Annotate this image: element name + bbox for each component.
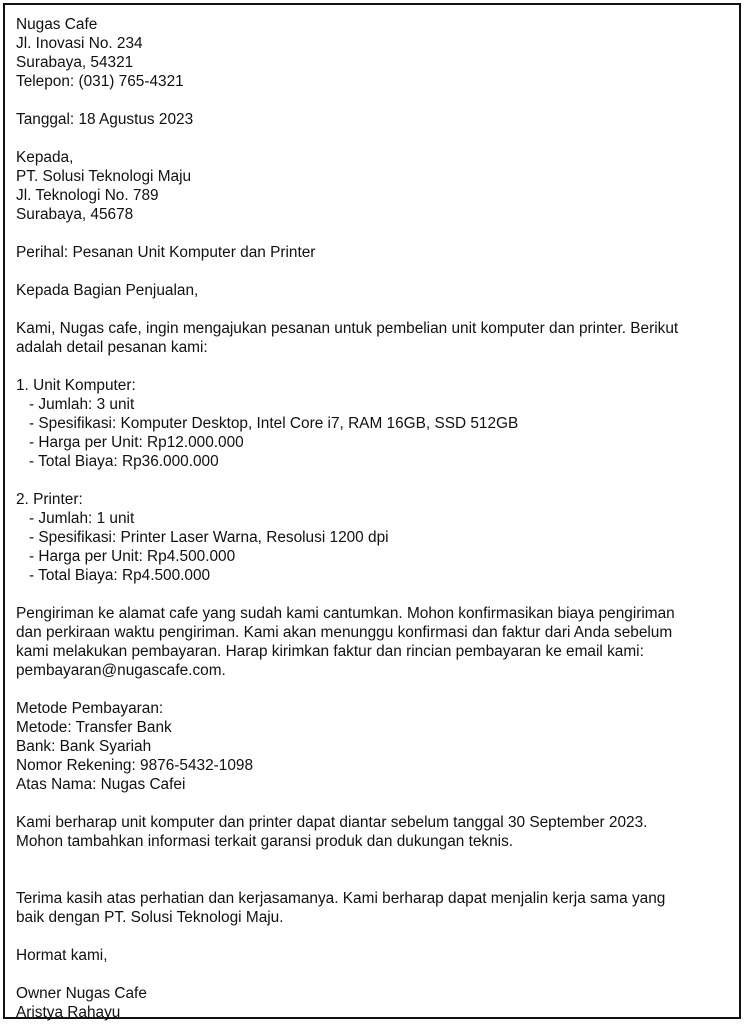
- letter-greeting: Kepada Bagian Penjualan,: [16, 282, 199, 299]
- shipping-paragraph: [16, 604, 729, 680]
- signature-block: [16, 984, 729, 1022]
- order-item-quantity: - Jumlah: 1 unit: [29, 510, 135, 527]
- shipping-email: pembayaran@nugascafe.com.: [16, 662, 226, 679]
- shipping-line: kami melakukan pembayaran. Harap kirimkan faktur dan rincian pembayaran ke email kami:: [16, 643, 644, 660]
- recipient-company: PT. Solusi Teknologi Maju: [16, 168, 192, 185]
- sender-city: Surabaya, 54321: [16, 54, 134, 71]
- intro-line: Kami, Nugas cafe, ingin mengajukan pesanan untuk pembelian unit komputer dan printer. Berikut: [16, 320, 679, 337]
- payment-account-name: Atas Nama: Nugas Cafei: [16, 776, 186, 793]
- recipient-block: [16, 148, 729, 224]
- payment-method: Metode: Transfer Bank: [16, 719, 172, 736]
- order-item: [16, 376, 729, 471]
- letter-subject: Perihal: Pesanan Unit Komputer dan Printer: [16, 244, 316, 261]
- sender-name: Nugas Cafe: [16, 16, 98, 33]
- order-item-total: - Total Biaya: Rp4.500.000: [29, 567, 211, 584]
- sender-block: [16, 15, 729, 91]
- signature-name: Aristya Rahayu: [16, 1004, 121, 1021]
- recipient-salutation: Kepada,: [16, 149, 74, 166]
- order-item-unit-price: - Harga per Unit: Rp4.500.000: [29, 548, 236, 565]
- intro-paragraph: [16, 319, 729, 357]
- order-item-title: 2. Printer:: [16, 491, 83, 508]
- thanks-line: baik dengan PT. Solusi Teknologi Maju.: [16, 909, 284, 926]
- shipping-line: Pengiriman ke alamat cafe yang sudah kami cantumkan. Mohon konfirmasikan biaya pengiriman: [16, 605, 675, 622]
- order-item-total: - Total Biaya: Rp36.000.000: [29, 453, 219, 470]
- letter-page: [3, 3, 741, 1019]
- request-line: Mohon tambahkan informasi terkait garansi produk dan dukungan teknis.: [16, 833, 514, 850]
- request-line: Kami berharap unit komputer dan printer dapat diantar sebelum tanggal 30 September 2023.: [16, 814, 648, 831]
- order-item-title: 1. Unit Komputer:: [16, 377, 136, 394]
- sender-address: Jl. Inovasi No. 234: [16, 35, 143, 52]
- thanks-paragraph: [16, 889, 729, 927]
- payment-account-number: Nomor Rekening: 9876-5432-1098: [16, 757, 253, 774]
- order-item-unit-price: - Harga per Unit: Rp12.000.000: [29, 434, 244, 451]
- thanks-line: Terima kasih atas perhatian dan kerjasamanya. Kami berharap dapat menjalin kerja sama yang: [16, 890, 666, 907]
- payment-bank: Bank: Bank Syariah: [16, 738, 152, 755]
- order-item: [16, 490, 729, 585]
- request-paragraph: [16, 813, 729, 851]
- sender-phone: Telepon: (031) 765-4321: [16, 73, 184, 90]
- order-item-spec: - Spesifikasi: Printer Laser Warna, Resolusi 1200 dpi: [29, 529, 389, 546]
- recipient-city: Surabaya, 45678: [16, 206, 134, 223]
- order-item-quantity: - Jumlah: 3 unit: [29, 396, 135, 413]
- intro-line: adalah detail pesanan kami:: [16, 339, 208, 356]
- payment-block: [16, 699, 729, 794]
- closing: Hormat kami,: [16, 947, 108, 964]
- payment-heading: Metode Pembayaran:: [16, 700, 164, 717]
- recipient-address: Jl. Teknologi No. 789: [16, 187, 159, 204]
- letter-date: Tanggal: 18 Agustus 2023: [16, 111, 194, 128]
- shipping-line: dan perkiraan waktu pengiriman. Kami akan menunggu konfirmasi dan faktur dari Anda sebelum: [16, 624, 673, 641]
- signature-title: Owner Nugas Cafe: [16, 985, 147, 1002]
- order-item-spec: - Spesifikasi: Komputer Desktop, Intel Core i7, RAM 16GB, SSD 512GB: [29, 415, 519, 432]
- letter-body: [16, 15, 729, 1022]
